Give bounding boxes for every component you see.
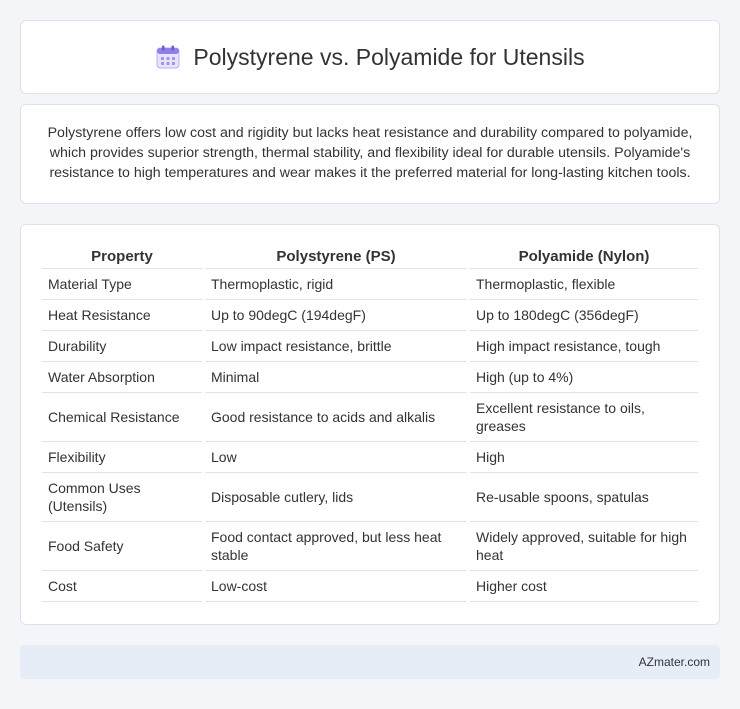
cell-polyamide: Excellent resistance to oils, greases <box>470 393 698 442</box>
cell-polyamide: Thermoplastic, flexible <box>470 269 698 300</box>
cell-property: Water Absorption <box>42 362 202 393</box>
header-polyamide: Polyamide (Nylon) <box>470 245 698 269</box>
calendar-icon <box>155 44 181 70</box>
summary-text: Polystyrene offers low cost and rigidity but lacks heat resistance and durability compared to polyamide, which provides superior strength, thermal stability, and flexibility ideal for durable utensils. Polyamide's resistance to high temperatures and wear makes it the preferred material for long-lasting kitchen tools. <box>47 125 693 181</box>
cell-polystyrene: Low-cost <box>205 571 467 602</box>
cell-polystyrene: Food contact approved, but less heat stable <box>205 522 467 571</box>
footer-brand[interactable]: AZmater.com <box>638 655 710 669</box>
table-row <box>42 571 698 602</box>
cell-polyamide: High (up to 4%) <box>470 362 698 393</box>
footer-bar <box>20 645 720 679</box>
cell-property: Chemical Resistance <box>42 393 202 442</box>
cell-property: Flexibility <box>42 442 202 473</box>
cell-property: Food Safety <box>42 522 202 571</box>
cell-polyamide: Widely approved, suitable for high heat <box>470 522 698 571</box>
table-row <box>42 269 698 300</box>
cell-polystyrene: Up to 90degC (194degF) <box>205 300 467 331</box>
page-title: Polystyrene vs. Polyamide for Utensils <box>193 43 585 70</box>
table-header-row <box>42 245 698 269</box>
cell-property: Common Uses (Utensils) <box>42 473 202 522</box>
cell-polyamide: High <box>470 442 698 473</box>
header-polystyrene: Polystyrene (PS) <box>205 245 467 269</box>
cell-polystyrene: Low impact resistance, brittle <box>205 331 467 362</box>
cell-polystyrene: Minimal <box>205 362 467 393</box>
title-card <box>20 20 720 94</box>
cell-polyamide: Higher cost <box>470 571 698 602</box>
table-row <box>42 522 698 571</box>
cell-polystyrene: Disposable cutlery, lids <box>205 473 467 522</box>
table-row <box>42 473 698 522</box>
cell-polystyrene: Good resistance to acids and alkalis <box>205 393 467 442</box>
cell-polyamide: High impact resistance, tough <box>470 331 698 362</box>
cell-property: Heat Resistance <box>42 300 202 331</box>
table-row <box>42 393 698 442</box>
header-property: Property <box>42 245 202 269</box>
cell-polyamide: Up to 180degC (356degF) <box>470 300 698 331</box>
cell-polyamide: Re-usable spoons, spatulas <box>470 473 698 522</box>
cell-property: Material Type <box>42 269 202 300</box>
cell-property: Durability <box>42 331 202 362</box>
summary-card <box>20 104 720 204</box>
table-row <box>42 442 698 473</box>
comparison-table-card <box>20 224 720 625</box>
table-row <box>42 362 698 393</box>
comparison-table <box>39 245 701 602</box>
cell-property: Cost <box>42 571 202 602</box>
table-row <box>42 300 698 331</box>
table-row <box>42 331 698 362</box>
cell-polystyrene: Thermoplastic, rigid <box>205 269 467 300</box>
cell-polystyrene: Low <box>205 442 467 473</box>
